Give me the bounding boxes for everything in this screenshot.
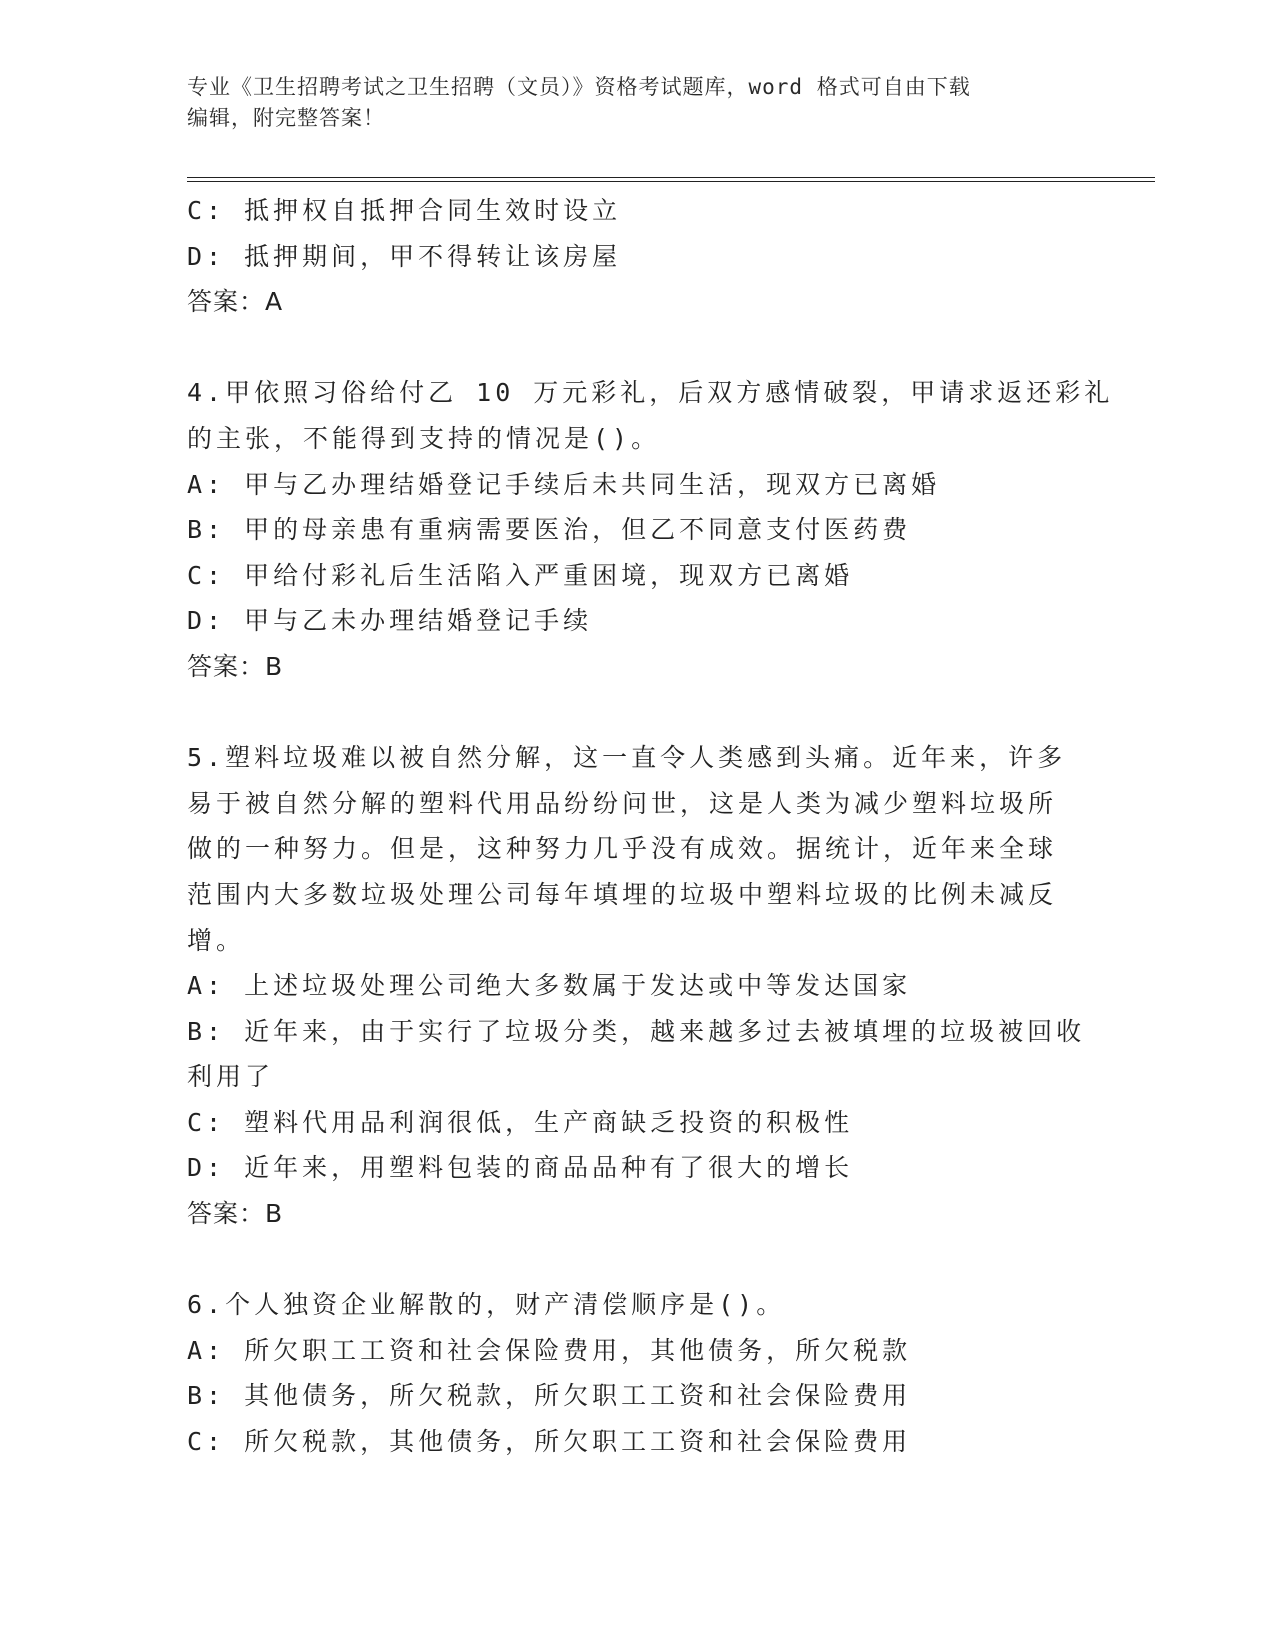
question-5 (187, 735, 1087, 1237)
question-3 (187, 188, 1087, 325)
question-5-option-c: C: 塑料代用品利润很低，生产商缺乏投资的积极性 (187, 1107, 854, 1137)
question-5-option-b-line-1: B: 近年来，由于实行了垃圾分类，越来越多过去被填埋的垃圾被回收 (187, 1016, 1086, 1046)
question-4-option-b: B: 甲的母亲患有重病需要医治，但乙不同意支付医药费 (187, 515, 912, 545)
question-5-option-d: D: 近年来，用塑料包装的商品品种有了很大的增长 (187, 1153, 854, 1183)
document-body (187, 188, 1114, 1465)
question-6-option-a: A: 所欠职工工资和社会保险费用，其他债务，所欠税款 (187, 1335, 912, 1365)
question-5-stem-line-3: 做的一种努力。但是，这种努力几乎没有成效。据统计，近年来全球 (187, 834, 1058, 864)
question-3-option-d: D: 抵押期间，甲不得转让该房屋 (187, 241, 622, 271)
question-5-option-a: A: 上述垃圾处理公司绝大多数属于发达或中等发达国家 (187, 971, 912, 1001)
question-6-option-c: C: 所欠税款，其他债务，所欠职工工资和社会保险费用 (187, 1427, 912, 1457)
question-4-stem-line-2: 的主张，不能得到支持的情况是()。 (187, 423, 661, 453)
question-4-option-d: D: 甲与乙未办理结婚登记手续 (187, 606, 593, 636)
question-6-option-b: B: 其他债务，所欠税款，所欠职工工资和社会保险费用 (187, 1381, 912, 1411)
question-4-answer: 答案：B (187, 651, 284, 681)
question-6 (187, 1282, 1087, 1464)
question-6-stem: 6.个人独资企业解散的，财产清偿顺序是()。 (187, 1290, 786, 1320)
header-double-rule (187, 177, 1155, 182)
question-4-option-c: C: 甲给付彩礼后生活陷入严重困境，现双方已离婚 (187, 560, 854, 590)
header-line-2: 编辑，附完整答案！ (187, 106, 385, 130)
question-5-stem-line-4: 范围内大多数垃圾处理公司每年填埋的垃圾中塑料垃圾的比例未减反 (187, 879, 1058, 909)
question-5-stem-line-2: 易于被自然分解的塑料代用品纷纷问世，这是人类为减少塑料垃圾所 (187, 788, 1058, 818)
question-4-option-a: A: 甲与乙办理结婚登记手续后未共同生活，现双方已离婚 (187, 469, 941, 499)
question-5-stem-line-1: 5.塑料垃圾难以被自然分解，这一直令人类感到头痛。近年来，许多 (187, 743, 1067, 773)
question-4 (187, 370, 1114, 689)
question-4-stem-line-1: 4.甲依照习俗给付乙 10 万元彩礼，后双方感情破裂，甲请求返还彩礼 (187, 378, 1114, 408)
question-3-option-c: C: 抵押权自抵押合同生效时设立 (187, 196, 622, 225)
question-5-answer: 答案：B (187, 1199, 284, 1229)
question-5-stem-line-5: 增。 (187, 925, 246, 955)
header-line-1: 专业《卫生招聘考试之卫生招聘（文员）》资格考试题库，word 格式可自由下载 (187, 75, 971, 99)
question-5-option-b-line-2: 利用了 (187, 1062, 275, 1092)
spacer (187, 1237, 1087, 1283)
document-header (187, 72, 1087, 134)
spacer (187, 690, 1087, 736)
question-3-answer: 答案：A (187, 287, 284, 317)
spacer (187, 325, 1087, 371)
